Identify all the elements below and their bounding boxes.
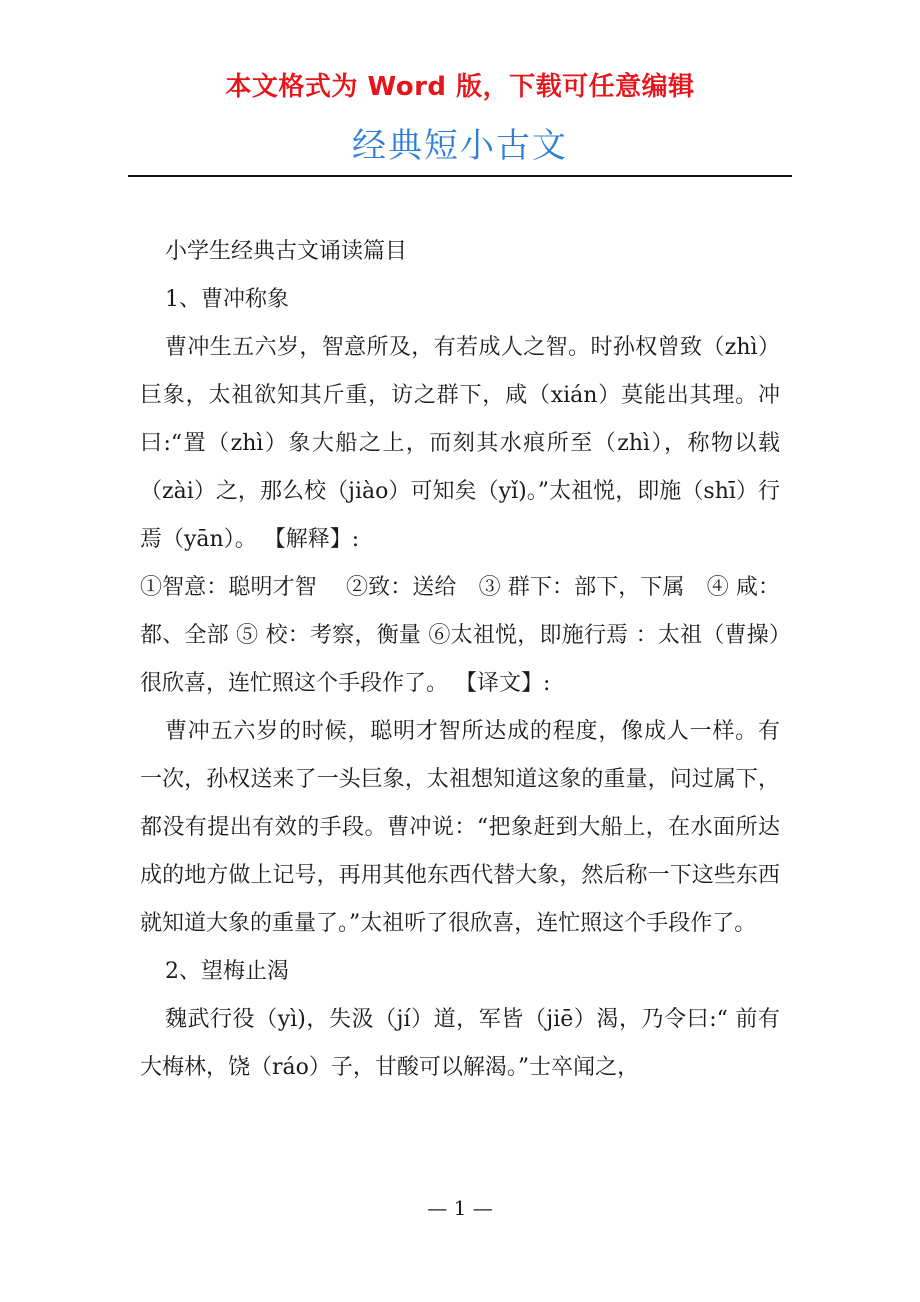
- document-title: 经典短小古文: [352, 126, 568, 166]
- story-1-title: 1、曹冲称象: [165, 287, 289, 312]
- section-heading: 小学生经典古文诵读篇目: [165, 239, 408, 264]
- page-number: — 1 —: [427, 1196, 493, 1220]
- story-1-notes: ①智意：聪明才智 ②致：送给 ③ 群下：部下，下属 ④ 咸：都、全部 ⑤ 校：考察，衡量 ⑥太祖悦，即施行焉 ：太祖（曹操）很欣喜，连忙照这个手段作了。 【译文】:: [140, 575, 780, 696]
- title-divider: [128, 175, 792, 177]
- document-body: [140, 228, 780, 1092]
- story-2-original-text: 魏武行役（yì)，失汲（jí）道，军皆（jiē）渴，乃令曰:“ 前有大梅林，饶（ráo）子，甘酸可以解渴。”士卒闻之，: [140, 1007, 780, 1080]
- story-1-original-text: 曹冲生五六岁，智意所及，有若成人之智。时孙权曾致（zhì）巨象，太祖欲知其斤重，访之群下，咸（xián）莫能出其理。冲曰:“置（zhì）象大船之上，而刻其水痕所至（zhì），称物以载（zài）之，那么校（jiào）可知矣（yǐ)。”太祖悦，即施（shī）行焉（yān）。 【解释】:: [140, 335, 780, 552]
- download-banner: 本文格式为 Word 版，下载可任意编辑: [225, 72, 695, 102]
- story-2-title: 2、望梅止渴: [165, 959, 289, 984]
- story-1-translation: 曹冲五六岁的时候，聪明才智所达成的程度，像成人一样。有一次，孙权送来了一头巨象，太祖想知道这象的重量，问过属下，都没有提出有效的手段。曹冲说：“把象赶到大船上，在水面所达成的地方做上记号，再用其他东西代替大象，然后称一下这些东西就知道大象的重量了。”太祖听了很欣喜，连忙照这个手段作了。: [140, 719, 780, 936]
